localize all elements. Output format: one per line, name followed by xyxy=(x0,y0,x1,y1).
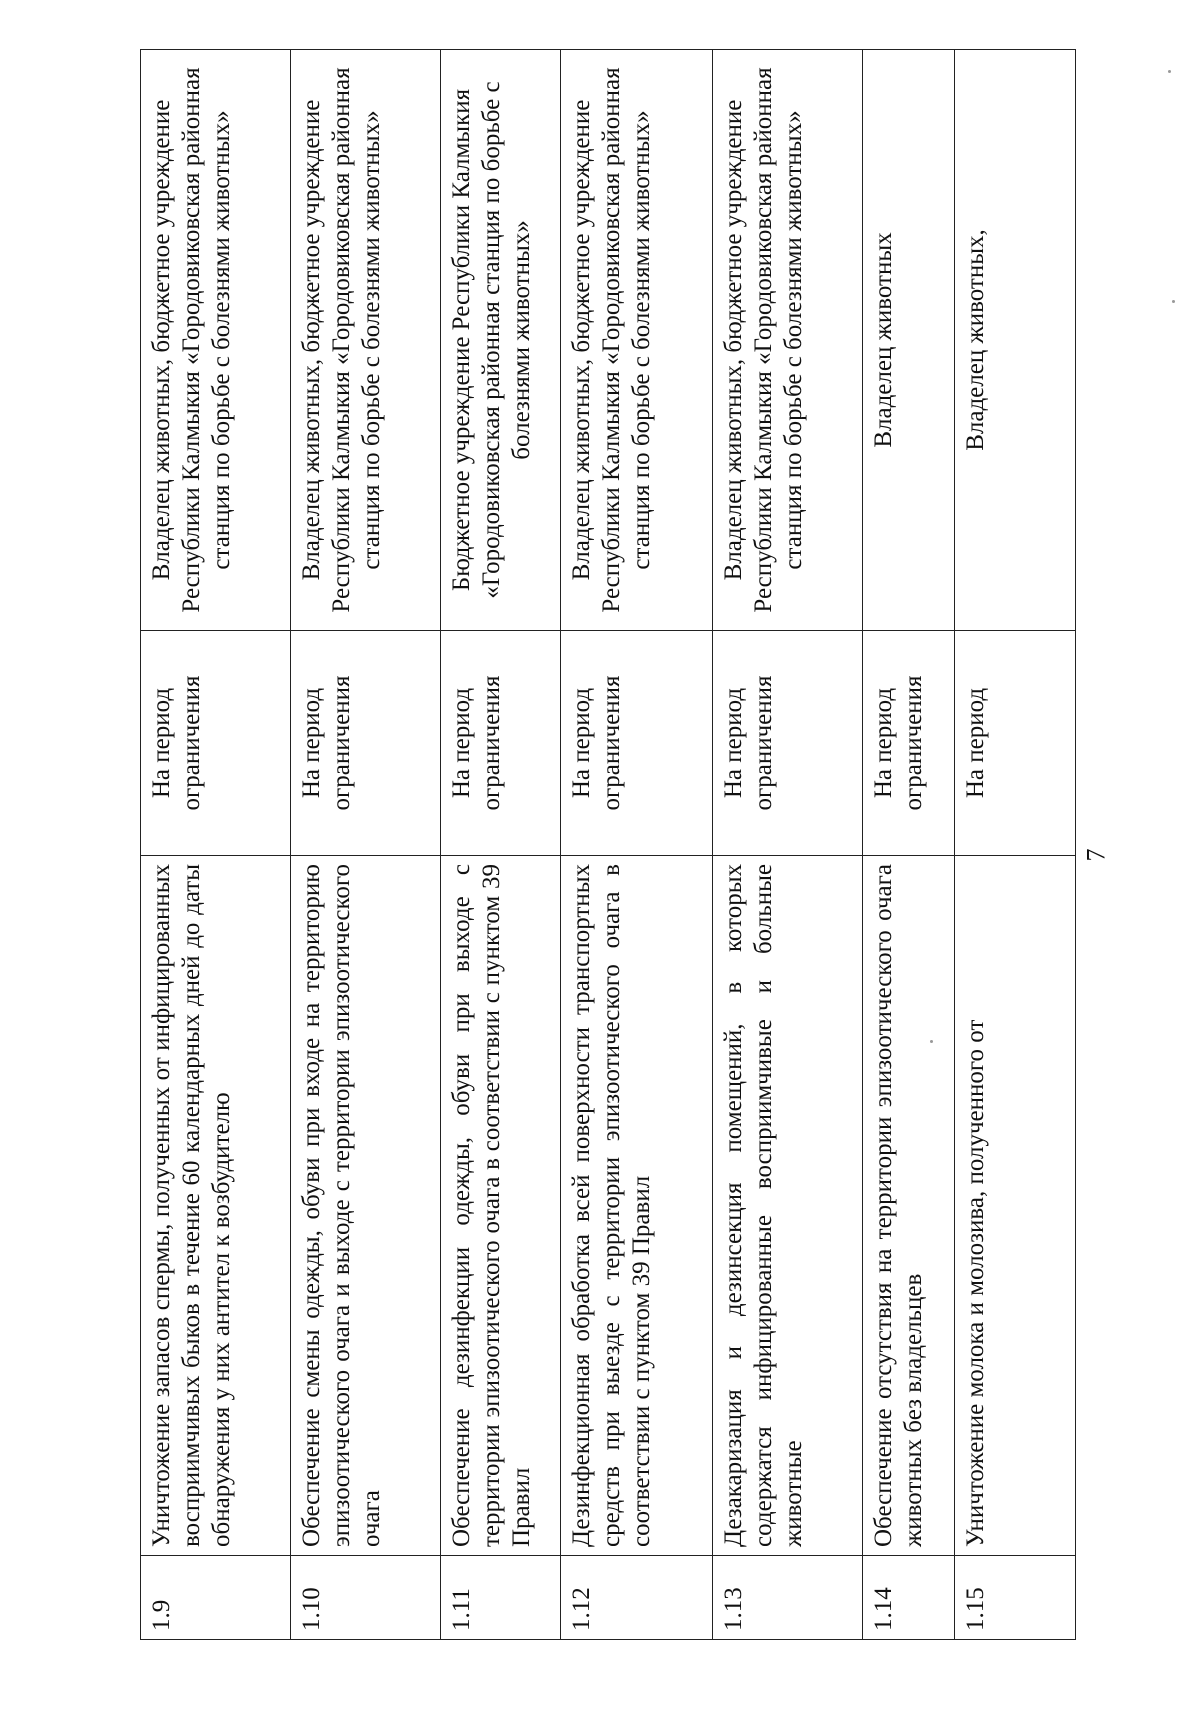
row-action: Дезакаризация и дезинсекция помещений, в которых содержатся инфицированные восприимчивые и больные животные xyxy=(713,856,863,1556)
row-term: На период ограничения xyxy=(561,631,713,856)
measures-table xyxy=(140,49,1076,1640)
table-row xyxy=(141,50,291,1640)
table-row xyxy=(713,50,863,1640)
measures-table-body xyxy=(141,50,1076,1640)
row-number: 1.13 xyxy=(713,1556,863,1640)
table-row xyxy=(955,50,1076,1640)
table-row xyxy=(863,50,955,1640)
row-action: Уничтожение запасов спермы, полученных от инфицированных восприимчивых быков в течение 60 календарных дней до даты обнаружения у них антител к возбудителю xyxy=(141,856,291,1556)
row-action: Дезинфекционная обработка всей поверхности транспортных средств при выезде с территории эпизоотического очага в соответствии с пунктом 39 Правил xyxy=(561,856,713,1556)
row-term: На период ограничения xyxy=(141,631,291,856)
row-number: 1.9 xyxy=(141,1556,291,1640)
row-responsible: Владелец животных, xyxy=(955,50,1076,631)
row-responsible: Владелец животных, бюджетное учреждение Республики Калмыкия «Городовиковская районная станция по борьбе с болезнями животных» xyxy=(713,50,863,631)
row-number: 1.15 xyxy=(955,1556,1076,1640)
table-row xyxy=(291,50,441,1640)
row-term: На период xyxy=(955,631,1076,856)
row-action: Обеспечение отсутствия на территории эпизоотического очага животных без владельцев xyxy=(863,856,955,1556)
row-number: 1.14 xyxy=(863,1556,955,1640)
table-row xyxy=(441,50,561,1640)
scan-speck xyxy=(930,1040,933,1043)
row-responsible: Владелец животных, бюджетное учреждение Республики Калмыкия «Городовиковская районная станция по борьбе с болезнями животных» xyxy=(291,50,441,631)
row-action: Обеспечение смены одежды, обуви при входе на территорию эпизоотического очага и выходе с территории эпизоотического очага xyxy=(291,856,441,1556)
row-responsible: Владелец животных, бюджетное учреждение Республики Калмыкия «Городовиковская районная станция по борьбе с болезнями животных» xyxy=(141,50,291,631)
table-row xyxy=(561,50,713,1640)
row-responsible: Владелец животных xyxy=(863,50,955,631)
scan-speck xyxy=(1168,70,1171,73)
scan-speck xyxy=(1172,300,1175,303)
row-responsible: Бюджетное учреждение Республики Калмыкия «Городовиковская районная станция по борьбе с болезнями животных» xyxy=(441,50,561,631)
row-term: На период ограничения xyxy=(863,631,955,856)
row-term: На период ограничения xyxy=(441,631,561,856)
row-number: 1.11 xyxy=(441,1556,561,1640)
row-action: Уничтожение молока и молозива, полученного от xyxy=(955,856,1076,1556)
row-number: 1.10 xyxy=(291,1556,441,1640)
rotated-table-sheet xyxy=(140,50,1075,1640)
row-action: Обеспечение дезинфекции одежды, обуви при выходе с территории эпизоотического очага в соответствии с пунктом 39 Правил xyxy=(441,856,561,1556)
page-number: 7 xyxy=(1081,848,1111,862)
row-term: На период ограничения xyxy=(291,631,441,856)
row-responsible: Владелец животных, бюджетное учреждение Республики Калмыкия «Городовиковская районная станция по борьбе с болезнями животных» xyxy=(561,50,713,631)
row-term: На период ограничения xyxy=(713,631,863,856)
row-number: 1.12 xyxy=(561,1556,713,1640)
